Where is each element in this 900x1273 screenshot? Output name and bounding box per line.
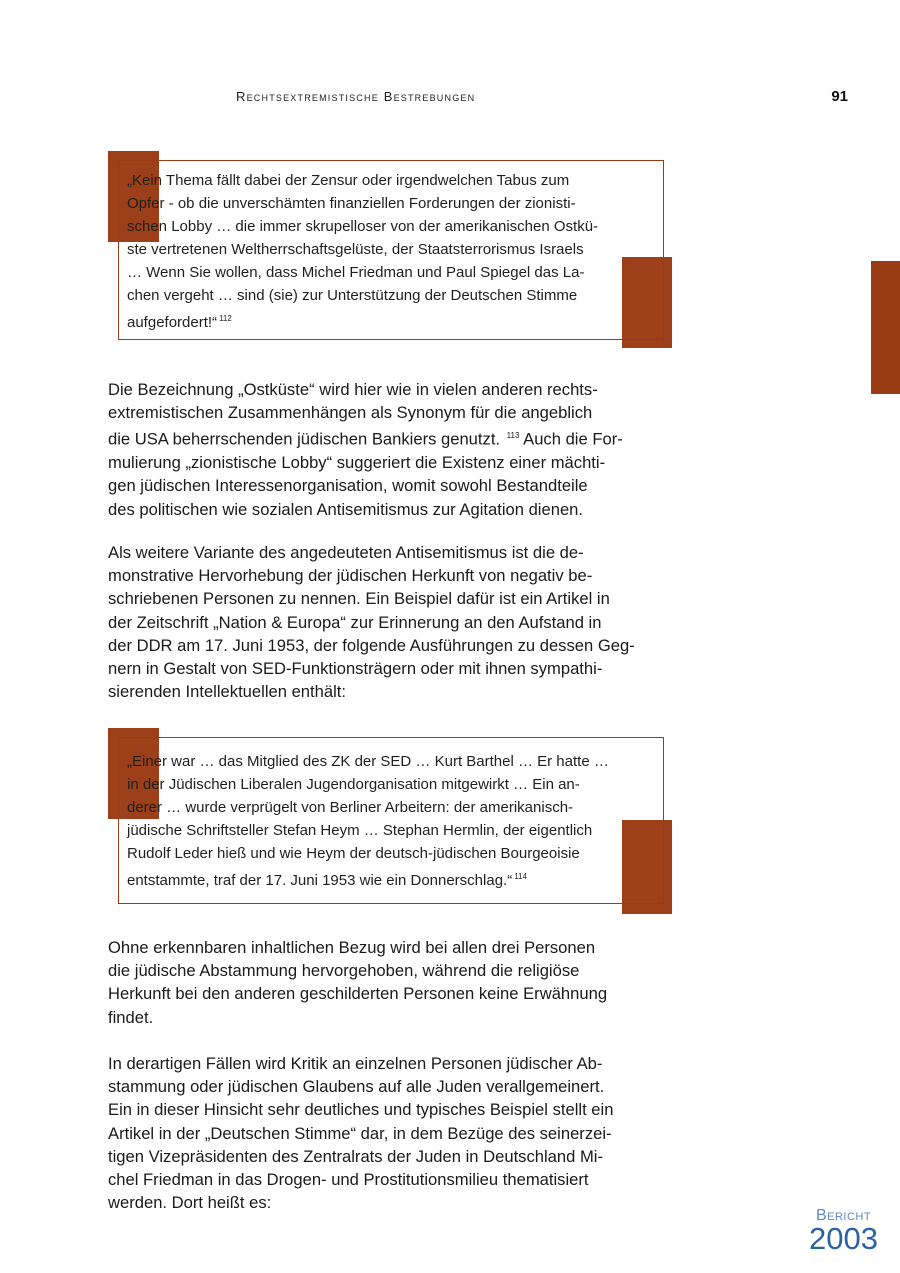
paragraph-line-text: die USA beherrschenden jüdischen Bankiers genutzt. bbox=[108, 429, 501, 449]
footnote-marker: 112 bbox=[219, 314, 232, 323]
report-brand-logo bbox=[809, 1208, 878, 1254]
paragraph-line bbox=[108, 424, 673, 451]
paragraph-4 bbox=[108, 1052, 673, 1214]
paragraph-line: Die Bezeichnung „Ostküste“ wird hier wie in vielen anderen rechts- bbox=[108, 380, 598, 399]
paragraph-line: stammung oder jüdischen Glaubens auf alle Juden verallgemeinert. bbox=[108, 1077, 605, 1097]
quote-accent-bottom-right bbox=[622, 257, 672, 348]
quote-line: schen Lobby … die immer skrupelloser von der amerikanischen Ostkü- bbox=[127, 218, 599, 235]
paragraph-line: die jüdische Abstammung hervorgehoben, während die religiöse bbox=[108, 961, 580, 981]
quote-text-1 bbox=[127, 169, 598, 334]
quote-text-2 bbox=[127, 750, 609, 892]
quote-line: „Einer war … das Mitglied des ZK der SED … Kurt Barthel … Er hatte … bbox=[127, 753, 609, 770]
paragraph-line: sierenden Intellektuellen enthält: bbox=[108, 682, 347, 702]
paragraph-line: gen jüdischen Interessenorganisation, womit sowohl Bestandteile bbox=[108, 476, 588, 496]
chapter-tab bbox=[871, 261, 900, 394]
footnote-marker: 114 bbox=[514, 872, 527, 881]
page-number: 91 bbox=[831, 88, 848, 105]
paragraph-line: mulierung „zionistische Lobby“ suggeriert die Existenz einer mächti- bbox=[108, 453, 606, 473]
paragraph-line: der Zeitschrift „Nation & Europa“ zur Erinnerung an den Aufstand in bbox=[108, 612, 602, 632]
brand-word: Bericht bbox=[815, 1207, 872, 1224]
quote-line: chen vergeht … sind (sie) zur Unterstützung der Deutschen Stimme bbox=[127, 287, 578, 304]
paragraph-line: tigen Vizepräsidenten des Zentralrats der Juden in Deutschland Mi- bbox=[108, 1146, 604, 1166]
paragraph-line: findet. bbox=[108, 1007, 154, 1027]
brand-year: 2003 bbox=[809, 1221, 878, 1256]
paragraph-line: chel Friedman in das Drogen- und Prostitutionsmilieu thematisiert bbox=[108, 1170, 589, 1190]
quote-line bbox=[127, 307, 598, 334]
paragraph-line: schriebenen Personen zu nennen. Ein Beispiel dafür ist ein Artikel in bbox=[108, 589, 610, 609]
paragraph-line: extremistischen Zusammenhängen als Synonym für die angeblich bbox=[108, 403, 593, 423]
paragraph-3 bbox=[108, 936, 673, 1029]
quote-line-text: entstammte, traf der 17. Juni 1953 wie ein Donnerschlag.“ bbox=[127, 872, 513, 889]
paragraph-line: werden. Dort heißt es: bbox=[108, 1193, 272, 1213]
quote-line: ste vertretenen Weltherrschaftsgelüste, der Staatsterrorismus Israels bbox=[127, 241, 584, 258]
running-header: Rechtsextremistische Bestrebungen bbox=[236, 89, 476, 104]
quote-line bbox=[127, 865, 609, 892]
paragraph-line: nern in Gestalt von SED-Funktionsträgern oder mit ihnen sympathi- bbox=[108, 659, 603, 679]
paragraph-line: monstrative Hervorhebung der jüdischen Herkunft von negativ be- bbox=[108, 566, 593, 586]
paragraph-line: Herkunft bei den anderen geschilderten Personen keine Erwähnung bbox=[108, 984, 608, 1004]
quote-line: jüdische Schriftsteller Stefan Heym … Stephan Hermlin, der eigentlich bbox=[127, 822, 593, 839]
paragraph-line: In derartigen Fällen wird Kritik an einzelnen Personen jüdischer Ab- bbox=[108, 1054, 603, 1073]
quote-line: Opfer - ob die unverschämten finanziellen Forderungen der zionisti- bbox=[127, 195, 576, 212]
paragraph-2 bbox=[108, 541, 673, 703]
quote-line-text: aufgefordert!“ bbox=[127, 314, 218, 331]
paragraph-1 bbox=[108, 378, 673, 521]
paragraph-line: Ein in dieser Hinsicht sehr deutliches und typisches Beispiel stellt ein bbox=[108, 1100, 614, 1120]
paragraph-line: Artikel in der „Deutschen Stimme“ dar, in dem Bezüge des seinerzei- bbox=[108, 1123, 612, 1143]
quote-line: „Kein Thema fällt dabei der Zensur oder irgendwelchen Tabus zum bbox=[127, 172, 570, 189]
quote-line: Rudolf Leder hieß und wie Heym der deutsch-jüdischen Bourgeoisie bbox=[127, 845, 580, 862]
paragraph-line: Als weitere Variante des angedeuteten Antisemitismus ist die de- bbox=[108, 543, 584, 562]
quote-line: … Wenn Sie wollen, dass Michel Friedman und Paul Spiegel das La- bbox=[127, 264, 585, 281]
footnote-marker: 113 bbox=[506, 431, 520, 441]
paragraph-line: Ohne erkennbaren inhaltlichen Bezug wird bei allen drei Personen bbox=[108, 938, 596, 957]
paragraph-line: der DDR am 17. Juni 1953, der folgende Ausführungen zu dessen Geg- bbox=[108, 635, 635, 655]
quote-line: derer … wurde verprügelt von Berliner Arbeitern: der amerikanisch- bbox=[127, 799, 574, 816]
paragraph-line-tail: Auch die For- bbox=[523, 429, 623, 449]
quote-line: in der Jüdischen Liberalen Jugendorganisation mitgewirkt … Ein an- bbox=[127, 776, 580, 793]
quote-accent-bottom-right bbox=[622, 820, 672, 914]
paragraph-line: des politischen wie sozialen Antisemitismus zur Agitation dienen. bbox=[108, 499, 584, 519]
